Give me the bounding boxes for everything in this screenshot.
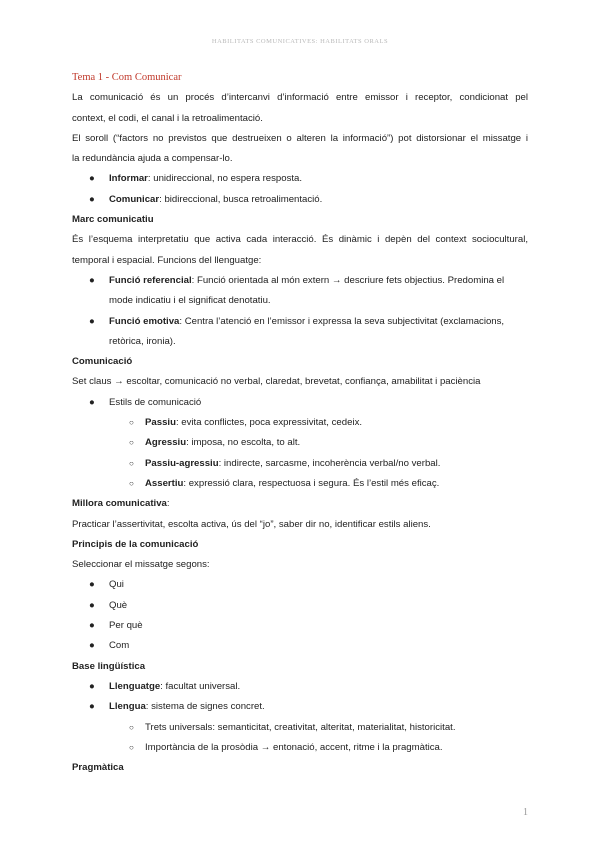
item-term: Llengua	[109, 701, 146, 713]
circle-bullet-icon: ○	[129, 438, 134, 448]
intro-line-3: El soroll (“factors no previstos que destrueixen o alteren la informació”) pot distorsionar el missatge i	[72, 132, 528, 144]
bullet-icon: ●	[89, 680, 95, 692]
item-text: Per què	[109, 620, 143, 632]
list-item	[72, 575, 528, 595]
intro-line-1: La comunicació és un procés d’intercanvi d’informació entre emissor i receptor, condicionat pel	[72, 92, 528, 104]
list-item	[72, 312, 528, 353]
bullet-icon: ●	[89, 173, 95, 185]
bullet-icon: ●	[89, 640, 95, 652]
item-term: Funció referencial	[109, 274, 192, 286]
item-text: Trets universals: semanticitat, creativitat, alteritat, materialitat, historicitat.	[145, 721, 456, 733]
circle-bullet-icon: ○	[129, 418, 134, 428]
circle-bullet-icon: ○	[129, 722, 134, 732]
circle-bullet-icon: ○	[129, 458, 134, 468]
item-text: : expressió clara, respectuosa i segura. És l’estil més eficaç.	[183, 477, 440, 489]
item-text: Com	[109, 640, 130, 652]
item-text-cont: retòrica, ironia).	[109, 335, 176, 347]
item-text: Estils de comunicació	[109, 396, 202, 408]
item-text: Qui	[109, 579, 124, 591]
list-item	[72, 718, 528, 738]
bullet-icon: ●	[89, 274, 95, 286]
bullet-icon: ●	[89, 193, 95, 205]
page-number: 1	[523, 807, 528, 818]
section-title: Tema 1 - Com Comunicar	[72, 72, 182, 83]
running-header: HABILITATS COMUNICATIVES: HABILITATS ORALS	[211, 38, 389, 45]
item-text: : unidireccional, no espera resposta.	[147, 173, 303, 185]
heading-millora	[72, 494, 528, 514]
list-item	[72, 271, 528, 312]
item-text: : Funció orientada al món extern → descriure fets objectius. Predomina el	[191, 274, 505, 286]
bullet-icon: ●	[89, 579, 95, 591]
list-item	[72, 393, 528, 413]
item-text-cont: mode indicatiu i el significat denotatiu.	[109, 295, 271, 307]
item-text: : evita conflictes, poca expressivitat, cedeix.	[175, 417, 363, 429]
item-term: Passiu	[145, 417, 176, 429]
list-item	[72, 697, 528, 717]
bullet-icon: ●	[89, 620, 95, 632]
list-item	[72, 738, 528, 758]
types-list	[72, 169, 528, 210]
marc-line-2: temporal i espacial. Funcions del llenguatge:	[72, 254, 262, 266]
item-term: Comunicar	[109, 193, 160, 205]
styles-list	[72, 393, 528, 494]
heading-suffix: :	[166, 498, 170, 510]
heading-comunicacio: Comunicació	[72, 356, 133, 368]
list-item	[72, 677, 528, 697]
item-text: : imposa, no escolta, to alt.	[186, 437, 301, 449]
item-text: Què	[109, 599, 128, 611]
item-term: Passiu-agressiu	[145, 457, 219, 469]
page-body	[72, 68, 528, 778]
item-term: Agressiu	[145, 437, 187, 449]
item-text: : sistema de signes concret.	[145, 701, 265, 713]
principis-line-1: Seleccionar el missatge segons:	[72, 559, 210, 571]
list-item	[72, 190, 528, 210]
item-text: : Centra l’atenció en l’emissor i expressa la seva subjectivitat (exclamacions,	[179, 315, 505, 327]
bullet-icon: ●	[89, 315, 95, 327]
base-list	[72, 677, 528, 758]
heading-pragmatica: Pragmàtica	[72, 762, 124, 774]
principles-list	[72, 575, 528, 656]
list-item	[72, 454, 528, 474]
intro-line-4: la redundància ajuda a compensar-lo.	[72, 153, 233, 165]
item-term: Llenguatge	[109, 680, 161, 692]
bullet-icon: ●	[89, 396, 95, 408]
heading-marc: Marc comunicatiu	[72, 214, 154, 226]
item-term: Assertiu	[145, 477, 184, 489]
item-text: Importància de la prosòdia → entonació, accent, ritme i la pragmàtica.	[145, 741, 443, 753]
functions-list	[72, 271, 528, 352]
intro-line-2: context, el codi, el canal i la retroalimentació.	[72, 112, 263, 124]
item-term: Funció emotiva	[109, 315, 180, 327]
marc-line-1: És l’esquema interpretatiu que activa cada interacció. És dinàmic i depèn del context sociocultural,	[72, 234, 528, 246]
list-item	[72, 169, 528, 189]
circle-bullet-icon: ○	[129, 742, 134, 752]
bullet-icon: ●	[89, 599, 95, 611]
bullet-icon: ●	[89, 701, 95, 713]
item-term: Informar	[109, 173, 148, 185]
item-text: : bidireccional, busca retroalimentació.	[159, 193, 323, 205]
comunicacio-line-1: Set claus → escoltar, comunicació no verbal, claredat, brevetat, confiança, amabilitat i paciència	[72, 376, 481, 388]
item-text: : indirecte, sarcasme, incoherència verbal/no verbal.	[218, 457, 441, 469]
list-item	[72, 413, 528, 433]
heading-base: Base lingüística	[72, 660, 146, 672]
list-item	[72, 616, 528, 636]
list-item	[72, 474, 528, 494]
heading-principis: Principis de la comunicació	[72, 538, 199, 550]
item-text: : facultat universal.	[160, 680, 241, 692]
list-item	[72, 596, 528, 616]
heading-text: Millora comunicativa	[72, 498, 167, 510]
list-item	[72, 433, 528, 453]
list-item	[72, 636, 528, 656]
millora-line-1: Practicar l’assertivitat, escolta activa, ús del “jo”, saber dir no, identificar estils aliens.	[72, 518, 431, 530]
circle-bullet-icon: ○	[129, 478, 134, 488]
